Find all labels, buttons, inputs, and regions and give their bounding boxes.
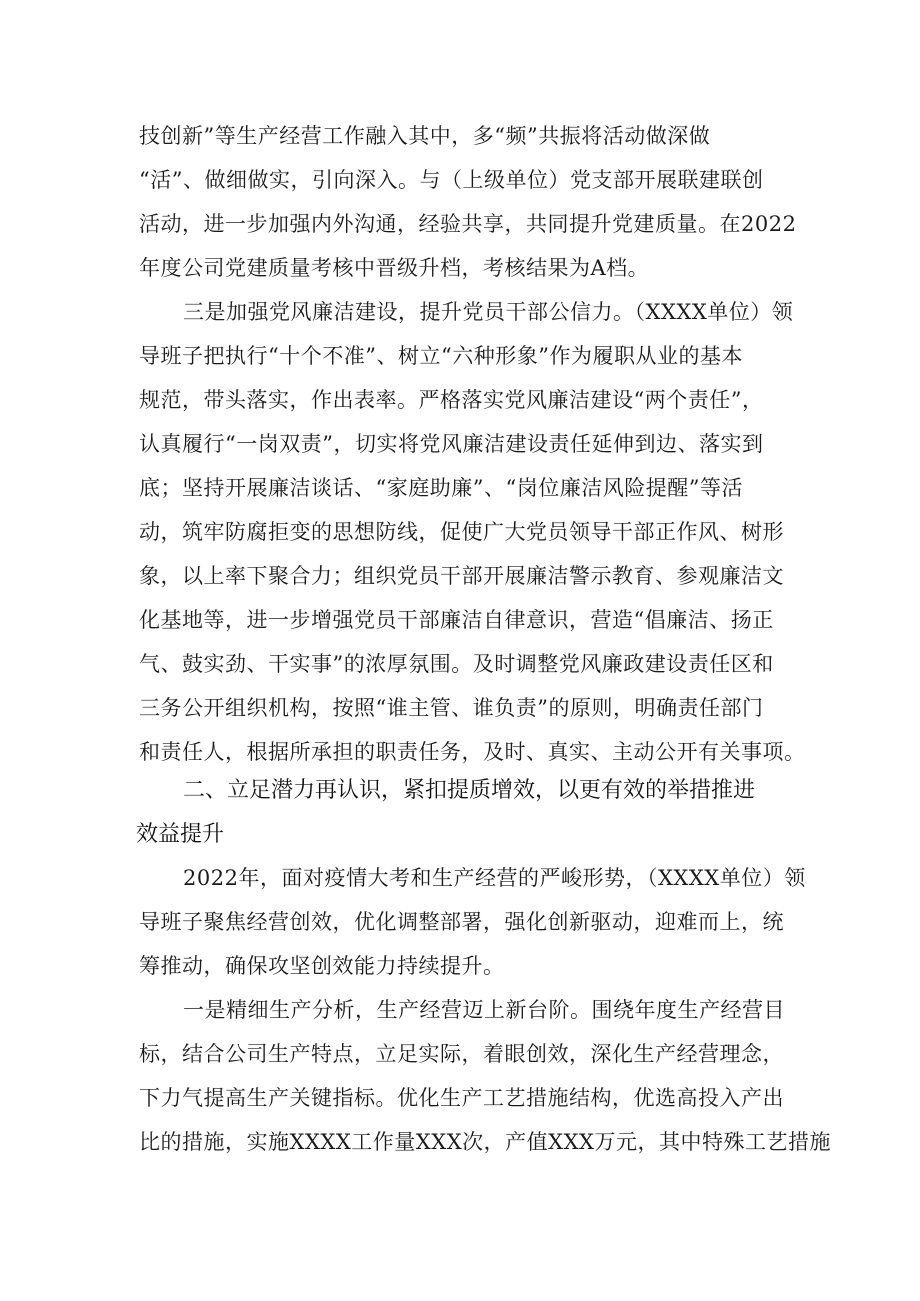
paragraph-line: 化基地等，进一步增强党员干部廉洁自律意识，营造“倡廉洁、扬正 (139, 608, 774, 632)
paragraph-line: 象，以上率下聚合力；组织党员干部开展廉洁警示教育、参观廉洁文 (139, 564, 784, 588)
paragraph-line: 规范，带头落实，作出表率。严格落实党风廉洁建设“两个责任”， (139, 388, 764, 412)
paragraph-line: 活动，进一步加强内外沟通，经验共享，共同提升党建质量。在2022 (139, 212, 797, 236)
section-heading: 二、立足潜力再认识，紧扣提质增效，以更有效的举措推进 (183, 778, 756, 803)
paragraph-line: 导班子把执行“十个不准”、树立“六种形象”作为履职从业的基本 (139, 344, 743, 368)
paragraph-line: 认真履行“一岗双责”，切实将党风廉洁建设责任延伸到边、落实到 (139, 432, 764, 456)
paragraph-line: 底；坚持开展廉洁谈话、“家庭助廉”、“岗位廉洁风险提醒”等活 (139, 476, 743, 500)
paragraph-first-line: 2022年，面对疫情大考和生产经营的严峻形势，（XXXX单位）领 (183, 866, 806, 890)
paragraph-line: 导班子聚焦经营创效，优化调整部署，强化创新驱动，迎难而上，统 (139, 910, 784, 934)
paragraph-line: 三务公开组织机构，按照“谁主管、谁负责”的原则，明确责任部门 (139, 696, 764, 720)
paragraph-line: 气、鼓实劲、干实事”的浓厚氛围。及时调整党风廉政建设责任区和 (139, 652, 774, 676)
paragraph-line: 下力气提高生产关键指标。优化生产工艺措施结构，优选高投入产出 (139, 1086, 784, 1110)
paragraph-first-line: 三是加强党风廉洁建设，提升党员干部公信力。（XXXX单位）领 (183, 300, 794, 324)
paragraph-line: 年度公司党建质量考核中晋级升档，考核结果为A档。 (139, 256, 650, 280)
paragraph-first-line: 一是精细生产分析，生产经营迈上新台阶。围绕年度生产经营目 (183, 998, 785, 1022)
paragraph-line: 筹推动，确保攻坚创效能力持续提升。 (139, 954, 505, 978)
paragraph-line: 动，筑牢防腐拒变的思想防线，促使广大党员领导干部正作风、树形 (139, 520, 784, 544)
paragraph-line: “活”、做细做实，引向深入。与（上级单位）党支部开展联建联创 (139, 168, 764, 192)
paragraph-line: 和责任人，根据所承担的职责任务，及时、真实、主动公开有关事项。 (139, 740, 806, 764)
section-heading-continued: 效益提升 (136, 822, 225, 847)
paragraph-line: 标，结合公司生产特点，立足实际，着眼创效，深化生产经营理念， (139, 1042, 784, 1066)
paragraph-line: 比的措施，实施XXXX工作量XXX次，产值XXX万元，其中特殊工艺措施 (139, 1130, 831, 1154)
paragraph-line: 技创新”等生产经营工作融入其中，多“频”共振将活动做深做 (139, 124, 711, 148)
